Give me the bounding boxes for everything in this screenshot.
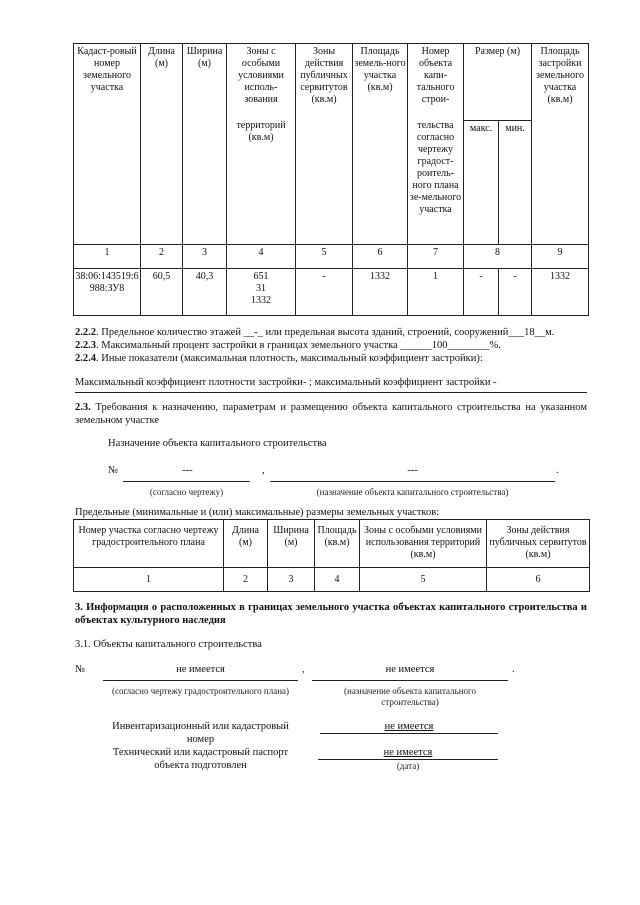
cell: - <box>464 269 499 316</box>
col-num: 6 <box>353 245 408 269</box>
col-num: 5 <box>296 245 353 269</box>
header-area: Площадь земель-ного участка (кв.м) <box>353 44 408 245</box>
header-servitudes: Зоны действия публичных сервитутов (кв.м) <box>296 44 353 245</box>
cell: - <box>296 269 353 316</box>
passport-value: не имеется <box>318 746 498 760</box>
cell: 651 31 1332 <box>227 269 296 316</box>
table-row <box>74 269 589 316</box>
header-zones: Зоны с особыми условиями исполь-зования территорий (кв.м) <box>227 44 296 245</box>
col-num: 1 <box>74 245 141 269</box>
section-3-heading: 3. Информация о расположенных в границах земельного участка объектах капитального строительства и объектах культурного наследия <box>75 602 587 626</box>
col-num: 2 <box>141 245 183 269</box>
document-page: Кадаст-ровый номер земельного участка Длина (м) Ширина (м) Зоны с особыми условиями исполь-зования территорий (кв.м) Зоны действия публичных сервитутов (кв.м) Площадь земель-ного участка (кв.м) Номер объекта капи-тального строи- тельства согласно чертежу градост-роитель-ного плана зе-мельного участка Размер (м) Площадь застройки земельного участка (кв.м) макс. мин. 1 2 3 4 5 6 7 8 9 38:06:143519:6988:ЗУ8 60,5 40,3 651 31 1332 - 1332 1 - - 1332 2.2.2. Предельное количество этажей __-_ или предельная высота зданий, строений, сооружений___18__м. 2.2.3. Максимальный процент застройки в границах земельного участка ______100________%. 2.2.4. Иные показатели (максимальная плотность, максимальный коэффициент застройки): Максимальный коэффициент плотности застройки- ; максимальный коэффициент застройки - 2.3. Требования к назначению, параметрам и размещению объекта капитального строительства на указанном земельном участке Назначение объекта капитального строительства № --- , --- . (согласно чертежу) (назначение объекта капитального строительства) Предельные (минимальные и (или) максимальные) размеры земельных участков: Номер участка согласно чертежу градостроительного плана Длина (м) Ширина (м) Площадь (кв.м) Зоны с особыми условиями использования территорий (кв.м) Зоны действия публичных сервитутов (кв.м) 1 2 3 4 5 6 3. Информация о расположенных в границах земельного участка объектах капитального строительства и объектах культурного наследия 3.1. Объекты капитального строительства № не имеется , не имеется . (согласно чертежу градостроительного плана) (назначение объекта капитального строительства) Инвентаризационный или кадастровый номер не имеется Технический или кадастровый паспорт объекта подготовлен не имеется (дата) <box>0 0 640 905</box>
col-num: 4 <box>315 568 360 592</box>
header-object-number: Номер объекта капи-тального строи- тельства согласно чертежу градост-роитель-ного плана зе-мельного участка <box>408 44 464 245</box>
cell: 38:06:143519:6988:ЗУ8 <box>74 269 141 316</box>
purpose-value: не имеется <box>385 664 435 675</box>
caption: (назначение объекта капитального строительства) <box>344 686 476 707</box>
header-built-area: Площадь застройки земельного участка (кв.м) <box>532 44 589 245</box>
col-num: 4 <box>227 245 296 269</box>
coefficients: Максимальный коэффициент плотности застройки- ; максимальный коэффициент застройки - <box>75 377 497 388</box>
purpose-title: Назначение объекта капитального строительства <box>108 438 327 449</box>
header-plot-number: Номер участка согласно чертежу градостроительного плана <box>74 520 224 568</box>
cell: 1 <box>408 269 464 316</box>
col-num: 7 <box>408 245 464 269</box>
col-num: 3 <box>183 245 227 269</box>
plot-size-table <box>73 519 590 592</box>
para-2-2-2: 2.2.2. Предельное количество этажей __-_ или предельная высота зданий, строений, сооружений___18__м. <box>75 327 555 338</box>
header-width: Ширина (м) <box>183 44 227 245</box>
header-area: Площадь (кв.м) <box>315 520 360 568</box>
header-cadastral: Кадаст-ровый номер земельного участка <box>74 44 141 245</box>
inventory-label: Инвентаризационный или кадастровый номер <box>112 721 289 745</box>
number-sign: № <box>108 465 119 476</box>
caption: (согласно чертежу) <box>149 487 224 497</box>
caption: (назначение объекта капитального строительства) <box>316 487 509 497</box>
cell: 1332 <box>353 269 408 316</box>
header-servitudes: Зоны действия публичных сервитутов (кв.м) <box>487 520 590 568</box>
col-num: 8 <box>464 245 532 269</box>
passport-label: Технический или кадастровый паспорт объекта подготовлен <box>112 747 289 771</box>
purpose-value: --- <box>407 465 418 476</box>
cell: 40,3 <box>183 269 227 316</box>
col-num: 5 <box>360 568 487 592</box>
limits-heading: Предельные (минимальные и (или) максимальные) размеры земельных участков: <box>75 507 440 518</box>
header-zones: Зоны с особыми условиями использования территорий (кв.м) <box>360 520 487 568</box>
col-num: 2 <box>224 568 268 592</box>
cell: 1332 <box>532 269 589 316</box>
col-num: 6 <box>487 568 590 592</box>
col-num: 3 <box>268 568 315 592</box>
header-length: Длина (м) <box>224 520 268 568</box>
section-3-1-heading: 3.1. Объекты капитального строительства <box>75 639 262 650</box>
col-num: 9 <box>532 245 589 269</box>
para-2-2-3: 2.2.3. Максимальный процент застройки в границах земельного участка ______100________%. <box>75 340 501 351</box>
para-2-3: 2.3. Требования к назначению, параметрам и размещению объекта капитального строительства на указанном земельном участке <box>75 402 587 426</box>
header-size: Размер (м) <box>464 44 532 121</box>
drawing-number-value: не имеется <box>176 664 225 675</box>
para-2-2-4: 2.2.4. Иные показатели (максимальная плотность, максимальный коэффициент застройки): <box>75 353 483 364</box>
header-length: Длина (м) <box>141 44 183 245</box>
header-width: Ширина (м) <box>268 520 315 568</box>
cell: 60,5 <box>141 269 183 316</box>
cell: - <box>499 269 532 316</box>
caption: (дата) <box>396 761 420 771</box>
caption: (согласно чертежу градостроительного плана) <box>111 686 290 696</box>
drawing-number-value: --- <box>182 465 193 476</box>
header-min: мин. <box>499 121 532 245</box>
inventory-value: не имеется <box>320 720 498 734</box>
land-plot-table <box>73 43 589 316</box>
col-num: 1 <box>74 568 224 592</box>
number-sign: № <box>75 664 86 675</box>
header-max: макс. <box>464 121 499 245</box>
